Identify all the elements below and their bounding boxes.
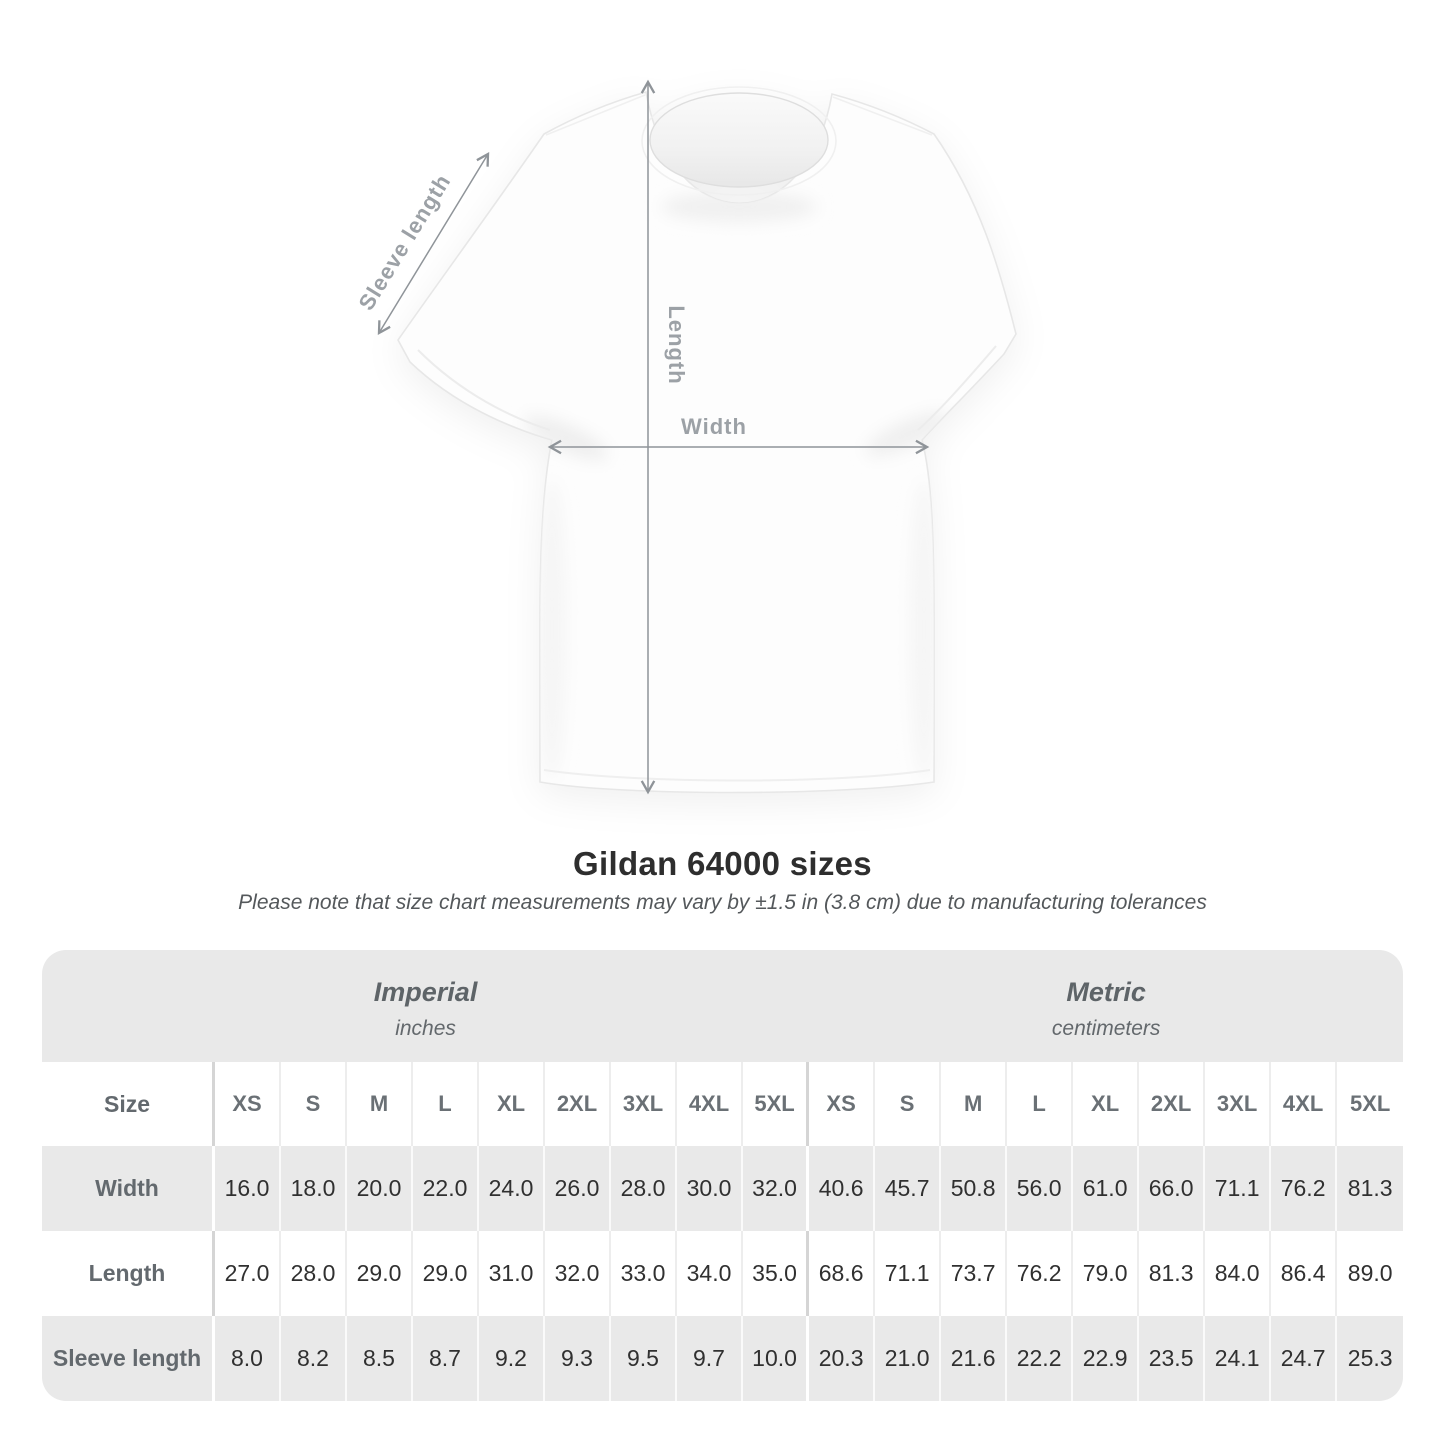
size-column-header: 3XL <box>611 1062 677 1146</box>
value-cell-metric: 22.9 <box>1073 1316 1139 1401</box>
value-cell-metric: 50.8 <box>941 1146 1007 1231</box>
size-corner-header: Size <box>42 1062 215 1146</box>
value-cell-imperial: 28.0 <box>281 1231 347 1316</box>
table-row <box>42 1231 1403 1316</box>
size-column-header: 2XL <box>545 1062 611 1146</box>
size-column-header: 5XL <box>1349 1091 1391 1116</box>
width-label: Width <box>681 414 747 439</box>
size-table <box>42 950 1403 1401</box>
value-cell-metric: 81.3 <box>1337 1146 1403 1231</box>
value-cell-imperial: 29.0 <box>413 1231 479 1316</box>
value-cell-metric: 89.0 <box>1347 1260 1393 1286</box>
size-column-header: L <box>1007 1062 1073 1146</box>
value-cell-metric: 68.6 <box>809 1231 875 1316</box>
value-cell-metric: 21.6 <box>941 1316 1007 1401</box>
size-header-row <box>42 1062 1403 1146</box>
size-column-header: 4XL <box>677 1062 743 1146</box>
table-row <box>42 1146 1403 1231</box>
size-table-body <box>42 950 1403 1401</box>
group-header-imperial <box>42 950 809 1062</box>
value-cell-imperial: 26.0 <box>545 1146 611 1231</box>
row-label: Width <box>42 1146 215 1231</box>
size-column-header: 5XL <box>743 1062 809 1146</box>
value-cell-metric: 24.1 <box>1205 1316 1271 1401</box>
value-cell-imperial: 9.2 <box>479 1316 545 1401</box>
size-column-header: XS <box>809 1062 875 1146</box>
size-column-header: XL <box>1073 1062 1139 1146</box>
value-cell-imperial: 32.0 <box>545 1231 611 1316</box>
value-cell-imperial: 10.0 <box>743 1316 809 1401</box>
value-cell-imperial: 33.0 <box>611 1231 677 1316</box>
value-cell-imperial: 16.0 <box>215 1146 281 1231</box>
value-cell-imperial: 18.0 <box>281 1146 347 1231</box>
value-cell-imperial: 29.0 <box>347 1231 413 1316</box>
value-cell-imperial: 8.5 <box>347 1316 413 1401</box>
value-cell-metric: 20.3 <box>809 1316 875 1401</box>
size-column-header: XS <box>215 1062 281 1146</box>
size-column-header: XL <box>479 1062 545 1146</box>
value-cell-metric: 61.0 <box>1073 1146 1139 1231</box>
value-cell-imperial: 20.0 <box>347 1146 413 1231</box>
sleeve-length-label: Sleeve length <box>353 169 456 315</box>
row-label: Sleeve length <box>42 1316 215 1401</box>
chart-title: Gildan 64000 sizes <box>573 845 872 882</box>
value-cell-metric: 56.0 <box>1007 1146 1073 1231</box>
size-column-header: 3XL <box>1205 1062 1271 1146</box>
value-cell-imperial: 22.0 <box>413 1146 479 1231</box>
value-cell-metric: 71.1 <box>1205 1146 1271 1231</box>
unit-group-row <box>42 950 1403 1062</box>
row-label: Length <box>42 1231 215 1316</box>
value-cell-imperial: 9.5 <box>611 1316 677 1401</box>
value-cell-metric: 25.3 <box>1337 1316 1403 1401</box>
value-cell-imperial: 27.0 <box>215 1231 281 1316</box>
size-column-header: 2XL <box>1139 1062 1205 1146</box>
value-cell-imperial: 8.0 <box>215 1316 281 1401</box>
value-cell-metric: 81.3 <box>1139 1231 1205 1316</box>
value-cell-imperial: 28.0 <box>611 1146 677 1231</box>
group-header-metric <box>809 950 1403 1062</box>
value-cell-metric: 23.5 <box>1139 1316 1205 1401</box>
value-cell-metric: 45.7 <box>875 1146 941 1231</box>
value-cell-imperial: 31.0 <box>479 1231 545 1316</box>
value-cell-imperial: 30.0 <box>677 1146 743 1231</box>
value-cell-metric: 40.6 <box>809 1146 875 1231</box>
value-cell-metric: 76.2 <box>1007 1231 1073 1316</box>
value-cell-imperial: 24.0 <box>479 1146 545 1231</box>
value-cell-metric: 71.1 <box>875 1231 941 1316</box>
value-cell-imperial: 8.7 <box>413 1316 479 1401</box>
value-cell-imperial: 8.2 <box>281 1316 347 1401</box>
value-cell-metric: 86.4 <box>1271 1231 1337 1316</box>
value-cell-imperial: 34.0 <box>677 1231 743 1316</box>
group-unit: centimeters <box>1051 1016 1161 1040</box>
size-column-header: S <box>281 1062 347 1146</box>
size-column-header: L <box>413 1062 479 1146</box>
value-cell-imperial: 9.3 <box>545 1316 611 1401</box>
value-cell-metric: 24.7 <box>1271 1316 1337 1401</box>
value-cell-metric: 79.0 <box>1073 1231 1139 1316</box>
table-row <box>42 1316 1403 1401</box>
value-cell-metric: 66.0 <box>1139 1146 1205 1231</box>
group-unit: inches <box>395 1016 456 1040</box>
value-cell-metric: 76.2 <box>1271 1146 1337 1231</box>
size-column-header: M <box>941 1062 1007 1146</box>
collar-opening <box>650 93 828 187</box>
tshirt-illustration <box>398 87 1016 793</box>
value-cell-imperial: 32.0 <box>743 1146 809 1231</box>
value-cell-imperial: 35.0 <box>743 1231 809 1316</box>
size-chart-table <box>42 950 1403 1401</box>
group-label: Imperial <box>373 977 478 1008</box>
value-cell-imperial: 9.7 <box>677 1316 743 1401</box>
value-cell-metric: 21.0 <box>875 1316 941 1401</box>
size-column-header: M <box>347 1062 413 1146</box>
size-column-header: S <box>875 1062 941 1146</box>
value-cell-metric: 84.0 <box>1205 1231 1271 1316</box>
length-label: Length <box>664 305 689 385</box>
group-label: Metric <box>1066 977 1146 1008</box>
value-cell-metric: 73.7 <box>941 1231 1007 1316</box>
value-cell-metric: 22.2 <box>1007 1316 1073 1401</box>
chart-subtitle: Please note that size chart measurements may vary by ±1.5 in (3.8 cm) due to manufacturing tolerances <box>238 891 1207 914</box>
size-column-header: 4XL <box>1271 1062 1337 1146</box>
